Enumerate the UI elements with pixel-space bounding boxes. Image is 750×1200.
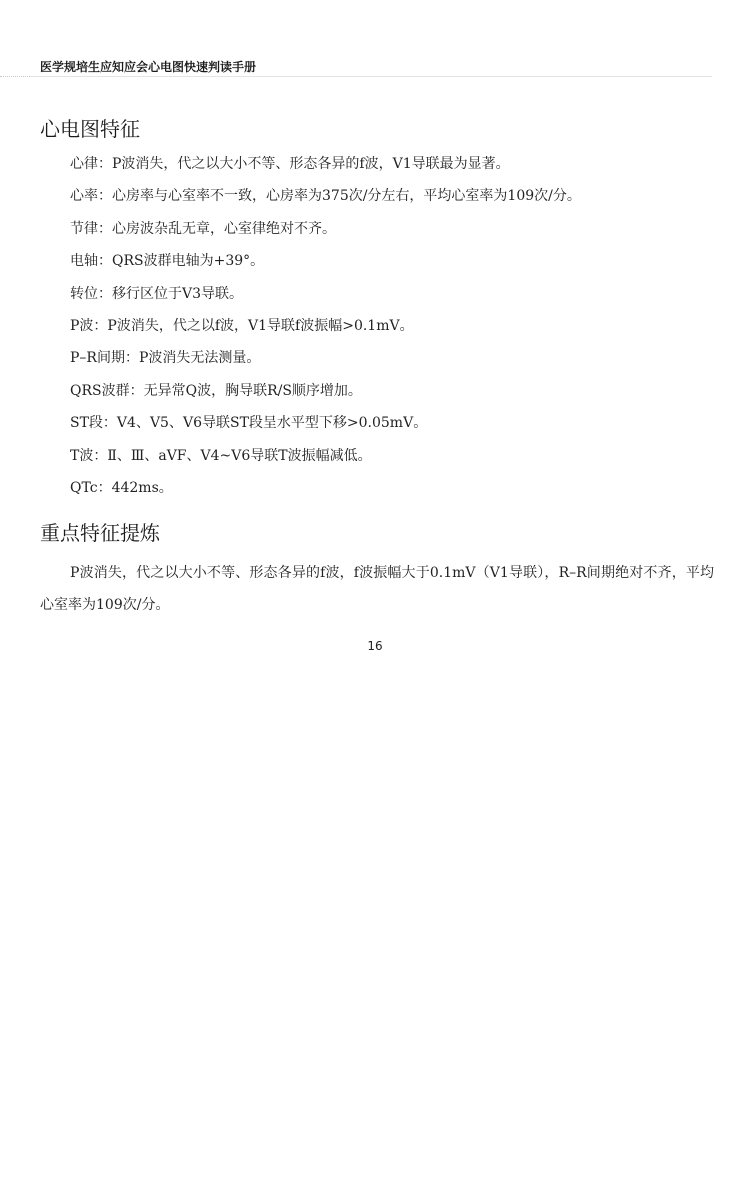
feature-item-pr-interval: P–R间期：P波消失无法测量。	[70, 350, 261, 367]
feature-item-p-wave: P波：P波消失，代之以f波，V1导联f波振幅>0.1mV。	[70, 317, 414, 334]
feature-item-transition: 转位：移行区位于V3导联。	[70, 285, 244, 302]
feature-item-t-wave: T波：Ⅱ、Ⅲ、aVF、V4~V6导联T波振幅减低。	[70, 447, 372, 464]
section-title-ecg-features: 心电图特征	[40, 117, 140, 141]
running-header: 医学规培生应知应会心电图快速判读手册	[40, 60, 257, 74]
feature-item-rhythm: 心律：P波消失，代之以大小不等、形态各异的f波，V1导联最为显著。	[70, 156, 510, 172]
ecg-feature-list	[70, 153, 730, 509]
header-divider-line	[30, 76, 712, 77]
feature-item-qtc: QTc：442ms。	[70, 479, 173, 496]
key-features-summary: P波消失，代之以大小不等、形态各异的f波，f波振幅大于0.1mV（V1导联），R–R间期绝对不齐，平均心室率为109次/分。	[40, 565, 714, 613]
feature-item-axis: 电轴：QRS波群电轴为+39°。	[70, 253, 265, 270]
section-title-key-features: 重点特征提炼	[40, 521, 160, 545]
feature-item-st-segment: ST段：V4、V5、V6导联ST段呈水平型下移>0.05mV。	[70, 415, 428, 432]
feature-item-regularity: 节律：心房波杂乱无章，心室律绝对不齐。	[70, 220, 336, 237]
feature-item-qrs-complex: QRS波群：无异常Q波，胸导联R/S顺序增加。	[70, 382, 362, 399]
page-number: 16	[367, 639, 383, 653]
feature-item-rate: 心率：心房率与心室率不一致，心房率为375次/分左右，平均心室率为109次/分。	[70, 188, 581, 205]
